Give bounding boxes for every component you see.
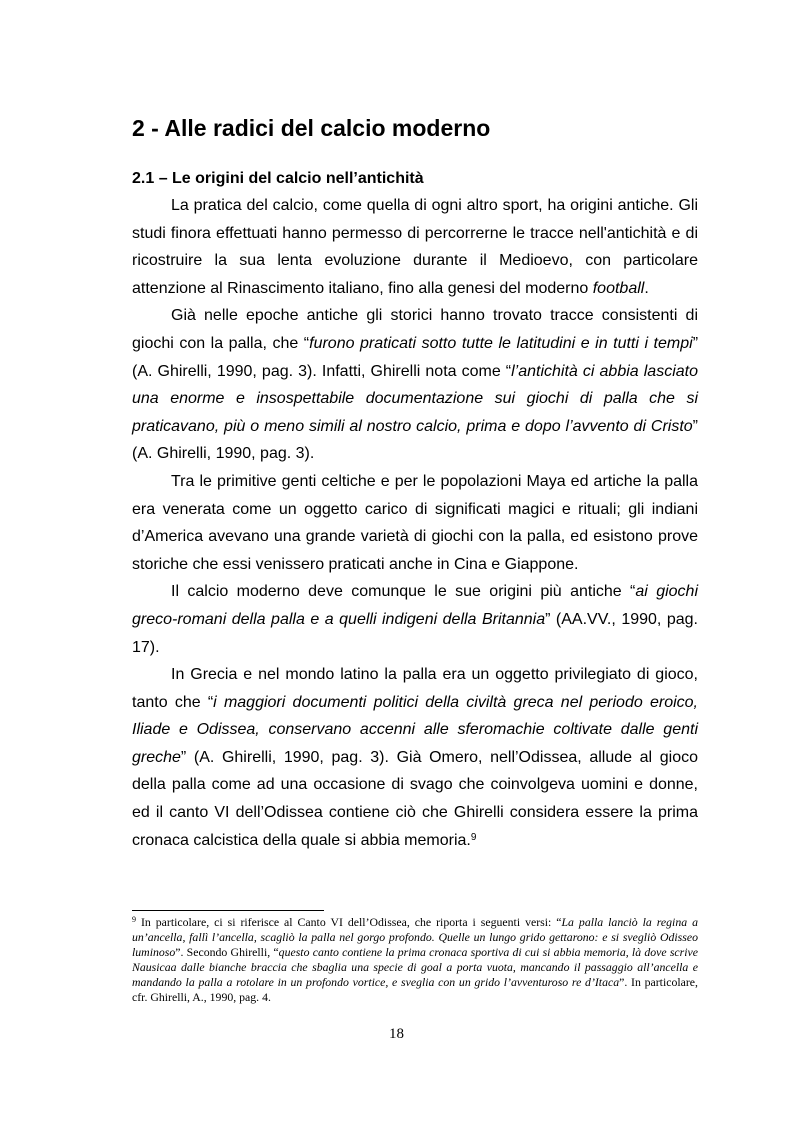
footnote: $^9$ In particolare, ci si riferisce al Canto VI dell’Odissea, che riporta i seguenti versi: “La palla lanciò la regina a un’ancella, fallì l’ancella, scagliò la palla nel gorgo profondo. Quelle un lungo grido gettarono: e si svegliò Odisseo luminoso”. Secondo Ghirelli, “questo canto contiene la prima cronaca sportiva di cui si abbia memoria, là dove scrive Nausicaa dalle bianche braccia che sbaglia una specie di goal a porta vuota, mancando il passaggio all’ancella e mandando la palla a rotolare in un profondo vortice, e sveglia con un grido l’avventuroso re d’Itaca”. In particolare, cfr. Ghirelli, A., 1990, pag. 4. — [132, 915, 698, 1005]
body-text — [132, 192, 698, 854]
footnote-reference[interactable]: 9 — [470, 831, 477, 843]
paragraph: Il calcio moderno deve comunque le sue origini più antiche “ai giochi greco-romani della palla e a quelli indigeni della Britannia” (AA.VV., 1990, pag. 17). — [132, 583, 699, 656]
footnote-separator — [132, 910, 324, 911]
paragraph: Tra le primitive genti celtiche e per le popolazioni Maya ed artiche la palla era venerata come un oggetto carico di significati magici e rituali; gli indiani d’America avevano una grande varietà di giochi con la palla, ed esistono prove storiche che essi venissero praticati anche in Cina e Giappone. — [132, 472, 698, 573]
paragraph: La pratica del calcio, come quella di ogni altro sport, ha origini antiche. Gli studi finora effettuati hanno permesso di percorrerne le tracce nell'antichità e di ricostruire la sua lenta evoluzione durante il Medioevo, con particolare attenzione al Rinascimento italiano, fino alla genesi del moderno football. — [132, 197, 698, 297]
paragraph: In Grecia e nel mondo latino la palla era un oggetto privilegiato di gioco, tanto che “i maggiori documenti politici della civiltà greca nel periodo eroico, Iliade e Odissea, conservano accenni alle sferomachie coltivate dalle genti greche” (A. Ghirelli, 1990, pag. 3). Già Omero, nell’Odissea, allude al gioco della palla come ad una occasione di svago che coinvolgeva uomini e donne, ed il canto VI dell’Odissea contiene ciò che Ghirelli considera essere la prima cronaca calcistica della quale si abbia memoria.$^9$ — [132, 666, 698, 849]
chapter-title: 2 - Alle radici del calcio moderno — [132, 115, 491, 141]
page-number: 18 — [389, 1026, 404, 1042]
section-title: 2.1 – Le origini del calcio nell’antichità — [132, 170, 424, 187]
paragraph: Già nelle epoche antiche gli storici hanno trovato tracce consistenti di giochi con la palla, che “furono praticati sotto tutte le latitudini e in tutti i tempi” (A. Ghirelli, 1990, pag. 3). Infatti, Ghirelli nota come “l’antichità ci abbia lasciato una enorme e insospettabile documentazione sui giochi di palla che si praticavano, più o meno simili al nostro calcio, prima e dopo l’avvento di Cristo” (A. Ghirelli, 1990, pag. 3). — [132, 307, 699, 463]
footnote-number: 9 — [132, 915, 136, 924]
